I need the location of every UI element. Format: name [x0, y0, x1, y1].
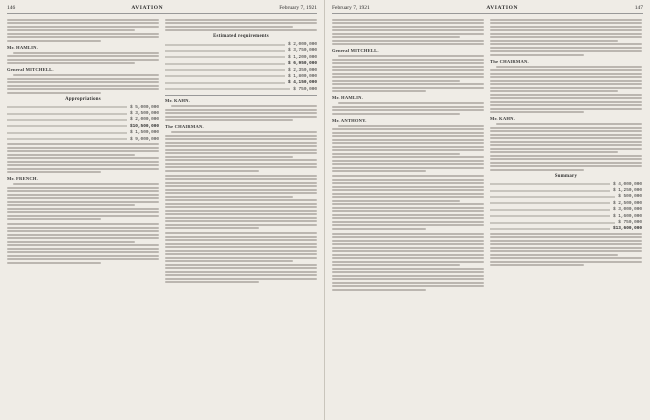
table-row [165, 87, 317, 92]
table-row [165, 68, 317, 73]
ledger-heading: Estimated requirements [213, 34, 269, 39]
table-row [490, 194, 642, 199]
text-paragraph [490, 66, 642, 114]
amount-cell: $ 2,000,000 [288, 42, 317, 47]
left-running-head [7, 5, 317, 14]
amount-cell: $ 1,800,000 [288, 73, 317, 79]
speaker-label: Mr. HAMLIN. [7, 44, 38, 50]
speaker-label: General MITCHELL. [332, 48, 379, 53]
amount-cell: $ 9,000,000 [130, 136, 159, 142]
text-paragraph [332, 233, 484, 291]
amount-cell: $ 2,350,000 [288, 67, 317, 73]
text-paragraph [7, 52, 159, 65]
amount-cell: $ 1,200,000 [288, 54, 317, 60]
text-paragraph [332, 102, 484, 115]
amount-cell: $ 3,000,000 [613, 207, 642, 213]
text-paragraph [490, 19, 642, 56]
amount-cell: $ 1,250,000 [613, 188, 642, 194]
table-row [165, 74, 317, 79]
text-paragraph [165, 19, 317, 32]
amount-cell: $ 2,500,000 [613, 200, 642, 206]
speaker-label: Mr. FRENCH. [7, 176, 38, 182]
text-paragraph [7, 74, 159, 94]
table-row [490, 220, 642, 225]
amount-cell: $ 750,000 [618, 220, 642, 226]
right-running-head [332, 5, 643, 14]
table-row [165, 48, 317, 53]
right-running-title: AVIATION [486, 5, 519, 11]
amount-cell: $ 3,500,000 [130, 111, 159, 117]
table-row [490, 188, 642, 193]
table-row [490, 207, 642, 212]
text-paragraph [490, 123, 642, 171]
amount-cell: $ 500,000 [618, 194, 642, 200]
speaker-label: Mr. KAHN. [490, 116, 515, 122]
amount-cell: $ 2,000,000 [130, 117, 159, 123]
amount-cell: $ 4,150,000 [288, 80, 317, 86]
text-paragraph [165, 105, 317, 121]
ledger-heading: Appropriations [65, 96, 101, 102]
summary-table [490, 182, 642, 232]
table-row [165, 42, 317, 47]
speaker-label: General MITCHELL. [7, 67, 54, 73]
text-paragraph [7, 183, 159, 220]
amount-cell: $ 1,600,000 [613, 213, 642, 219]
table-row-total [7, 124, 159, 129]
text-paragraph [165, 232, 317, 283]
left-running-title: AVIATION [131, 5, 164, 11]
table-row [7, 117, 159, 122]
amount-cell: $ 3,750,000 [288, 48, 317, 54]
speaker-label: The CHAIRMAN. [490, 58, 529, 64]
text-paragraph [7, 223, 159, 264]
text-paragraph [490, 233, 642, 267]
table-row [490, 182, 642, 187]
right-date: February 7, 1921 [332, 5, 370, 11]
requirements-table [165, 42, 317, 92]
right-page-number: 147 [634, 5, 643, 11]
table-row-total [490, 226, 642, 231]
table-row [7, 111, 159, 116]
left-date: February 7, 1921 [279, 5, 317, 11]
speaker-label: The CHAIRMAN. [165, 124, 204, 130]
table-row-total [165, 80, 317, 85]
appropriations-table [7, 105, 159, 142]
table-row [165, 55, 317, 60]
amount-cell: $ 5,000,000 [130, 104, 159, 110]
right-page-column-1 [332, 17, 484, 412]
text-paragraph [332, 19, 484, 46]
speaker-label: Mr. HAMLIN. [332, 95, 363, 101]
amount-cell: $ 6,950,000 [288, 61, 317, 67]
speaker-label: Mr. KAHN. [165, 98, 190, 104]
text-paragraph [332, 125, 484, 173]
right-page [325, 0, 650, 420]
amount-cell: $ 750,000 [293, 86, 317, 92]
table-row [490, 201, 642, 206]
amount-cell: $ 1,500,000 [130, 130, 159, 136]
left-page-column-1 [7, 17, 159, 412]
text-paragraph [7, 143, 159, 173]
text-paragraph [165, 175, 317, 230]
table-row [7, 137, 159, 142]
right-page-column-2 [490, 17, 642, 412]
text-paragraph [332, 175, 484, 230]
amount-cell: $13,600,000 [613, 226, 642, 232]
table-row-total [165, 61, 317, 66]
text-paragraph [165, 131, 317, 172]
left-page-number: 146 [7, 5, 16, 11]
speaker-label: Mr. ANTHONY. [332, 117, 367, 123]
table-row [7, 105, 159, 110]
left-page-column-2 [165, 17, 317, 412]
amount-cell: $10,500,000 [130, 123, 159, 129]
text-paragraph [332, 55, 484, 92]
table-row [7, 130, 159, 135]
text-paragraph [7, 19, 159, 42]
table-row [490, 214, 642, 219]
ledger-heading: Summary [554, 173, 578, 179]
amount-cell: $ 4,000,000 [613, 181, 642, 187]
